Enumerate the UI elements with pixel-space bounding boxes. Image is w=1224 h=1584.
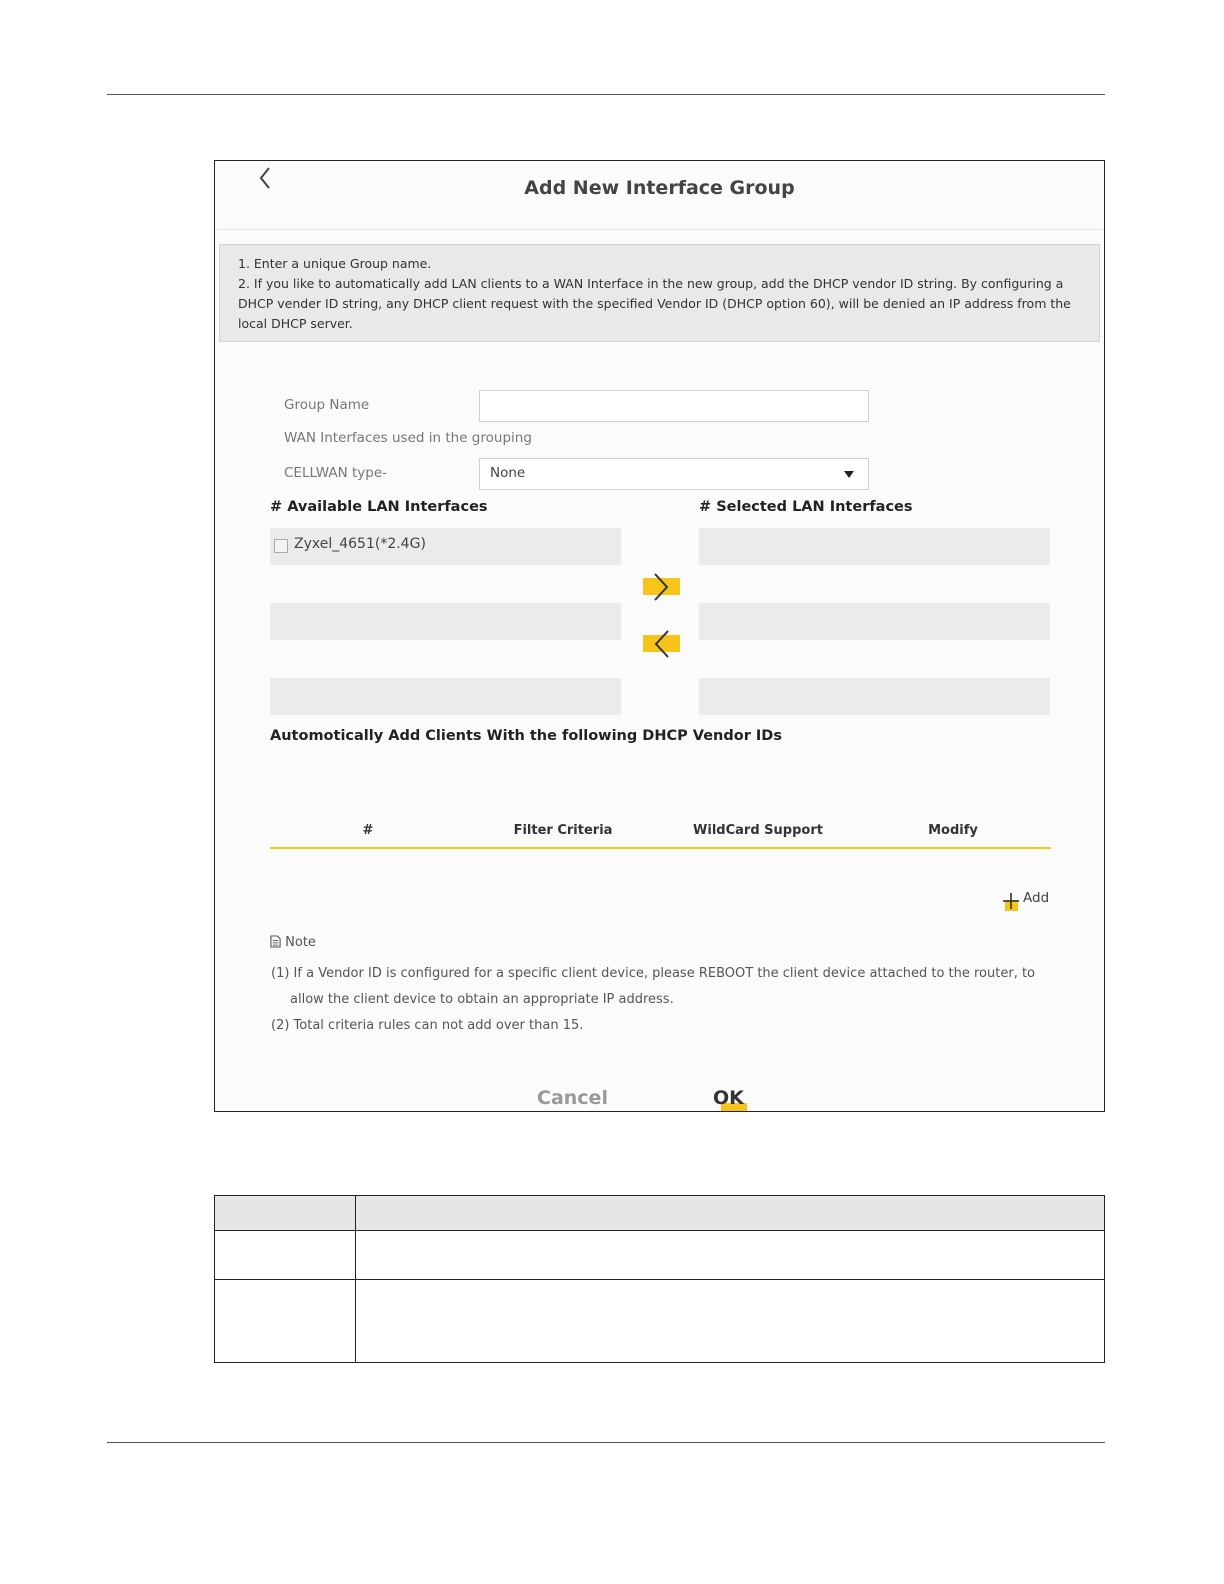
note-1-cont: allow the client device to obtain an appropriate IP address. bbox=[290, 992, 674, 1007]
selected-lan-slot bbox=[699, 603, 1050, 640]
cellwan-type-label: CELLWAN type- bbox=[284, 465, 388, 481]
note-label: Note bbox=[285, 935, 316, 950]
add-label: Add bbox=[1023, 890, 1050, 906]
selected-lan-slot bbox=[699, 528, 1050, 565]
caret-down-icon bbox=[844, 471, 854, 478]
add-button[interactable] bbox=[1001, 887, 1061, 911]
wan-interfaces-label: WAN Interfaces used in the grouping bbox=[284, 430, 532, 446]
table-cell bbox=[215, 1231, 356, 1280]
available-lan-header: # Available LAN Interfaces bbox=[270, 499, 488, 515]
available-lan-slot bbox=[270, 603, 621, 640]
instruction-1: 1. Enter a unique Group name. bbox=[238, 256, 432, 271]
header-rule bbox=[107, 94, 1105, 95]
instructions-box bbox=[219, 244, 1100, 342]
note-1: (1) If a Vendor ID is configured for a specific client device, please REBOOT the client device attached to the router, to bbox=[271, 966, 1036, 981]
lan-item-checkbox[interactable] bbox=[274, 539, 288, 553]
cancel-button[interactable]: Cancel bbox=[537, 1087, 608, 1109]
col-wildcard-support: WildCard Support bbox=[693, 823, 823, 838]
table-row bbox=[215, 1231, 1105, 1280]
table-header-row bbox=[215, 1196, 1105, 1231]
col-filter-criteria: Filter Criteria bbox=[513, 823, 613, 838]
group-name-input[interactable] bbox=[479, 390, 869, 422]
footer-rule bbox=[107, 1442, 1105, 1443]
cellwan-type-select[interactable] bbox=[479, 458, 869, 490]
table-row bbox=[215, 1280, 1105, 1363]
table-header-cell bbox=[356, 1196, 1105, 1231]
selected-lan-header: # Selected LAN Interfaces bbox=[699, 499, 913, 515]
available-lan-item[interactable] bbox=[270, 528, 621, 565]
instruction-2: 2. If you like to automatically add LAN clients to a WAN Interface in the new group, add the DHCP vendor ID string. By configuring a DHCP vender ID string, any DHCP client request with the specified Vendor ID (DHCP option 60), will be denied an IP address from the local DHCP server. bbox=[238, 276, 1071, 331]
group-name-label: Group Name bbox=[284, 397, 370, 413]
note-2: (2) Total criteria rules can not add over than 15. bbox=[271, 1018, 584, 1033]
ok-button[interactable]: OK bbox=[713, 1087, 744, 1109]
lan-item-label: Zyxel_4651(*2.4G) bbox=[294, 536, 426, 552]
table-cell bbox=[356, 1231, 1105, 1280]
description-table bbox=[214, 1195, 1105, 1363]
move-left-icon[interactable] bbox=[642, 629, 682, 659]
table-header-cell bbox=[215, 1196, 356, 1231]
table-cell bbox=[215, 1280, 356, 1363]
note-icon bbox=[270, 935, 281, 948]
col-modify: Modify bbox=[928, 823, 978, 838]
col-number: # bbox=[362, 823, 374, 838]
available-lan-slot bbox=[270, 678, 621, 715]
selected-lan-slot bbox=[699, 678, 1050, 715]
vendor-ids-title: Automotically Add Clients With the following DHCP Vendor IDs bbox=[270, 728, 782, 744]
note-heading bbox=[270, 935, 316, 950]
add-interface-group-dialog bbox=[214, 160, 1105, 1112]
title-divider bbox=[217, 229, 1102, 230]
plus-icon bbox=[1001, 889, 1021, 911]
table-cell bbox=[356, 1280, 1105, 1363]
move-right-icon[interactable] bbox=[642, 572, 682, 602]
table-header-line bbox=[270, 847, 1051, 849]
cellwan-selected-value: None bbox=[490, 465, 526, 481]
dialog-title: Add New Interface Group bbox=[524, 177, 795, 199]
